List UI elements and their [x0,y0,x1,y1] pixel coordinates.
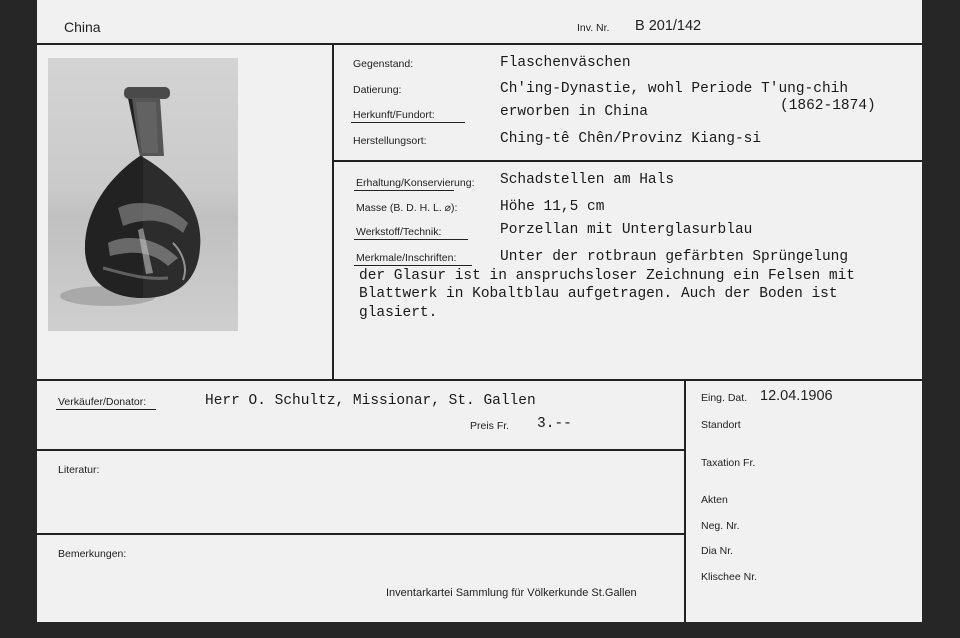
erhaltung-value: Schadstellen am Hals [500,172,675,188]
card-footer: Inventarkartei Sammlung für Völkerkunde St.Gallen [386,587,637,599]
literatur-label: Literatur: [58,464,100,476]
herkunft-label: Herkunft/Fundort: [353,109,435,121]
klischee-nr-label: Klischee Nr. [701,571,758,583]
inventory-card [37,0,922,622]
masse-label: Masse (B. D. H. L. ⌀): [356,202,458,214]
bemerkungen-label: Bemerkungen: [58,548,127,560]
eing-dat-value: 12.04.1906 [760,388,833,404]
eing-dat-label: Eing. Dat. [701,392,748,404]
werkstoff-underline [354,239,468,240]
akten-label: Akten [701,494,728,506]
vase-image [48,58,238,331]
datierung-value: Ch'ing-Dynastie, wohl Periode T'ung-chih [500,81,849,97]
preis-label: Preis Fr. [470,420,510,432]
werkstoff-value: Porzellan mit Unterglasurblau [500,222,753,238]
dia-nr-label: Dia Nr. [701,545,734,557]
literature-divider [37,449,684,451]
merkmale-label: Merkmale/Inschriften: [356,252,457,264]
taxation-label: Taxation Fr. [701,457,756,469]
gegenstand-label: Gegenstand: [353,58,414,70]
werkstoff-label: Werkstoff/Technik: [356,226,442,238]
preis-value: 3.-- [537,416,572,432]
verkaeufer-underline [56,409,156,410]
country-label: China [64,19,101,35]
datierung-period: (1862-1874) [780,98,876,114]
herkunft-value: erworben in China [500,104,648,120]
verkaeufer-value: Herr O. Schultz, Missionar, St. Gallen [205,393,536,409]
inv-number-label: Inv. Nr. [577,22,610,34]
gegenstand-value: Flaschenväschen [500,55,631,71]
vase-photograph [48,58,238,331]
merkmale-text: Unter der rotbraun gefärbten Sprüngelung der Glasur ist in anspruchsloser Zeichnung ein Felsen mit Blattwerk in Kobaltblau aufgetragen. Auch der Boden ist glasiert. [359,249,855,321]
neg-nr-label: Neg. Nr. [701,520,740,532]
lower-section-divider [37,379,922,381]
standort-label: Standort [701,419,741,431]
remarks-divider [37,533,684,535]
photo-column-divider [332,43,334,381]
verkaeufer-label: Verkäufer/Donator: [58,396,147,408]
herstellungsort-label: Herstellungsort: [353,135,427,147]
datierung-label: Datierung: [353,84,402,96]
herstellungsort-value: Ching-tê Chên/Provinz Kiang-si [500,131,762,147]
masse-value: Höhe 11,5 cm [500,199,605,215]
herkunft-underline [351,122,465,123]
erhaltung-label: Erhaltung/Konservierung: [356,177,475,189]
header-divider [37,43,922,45]
right-column-divider [684,379,686,622]
inv-number-value: B 201/142 [635,18,702,34]
erhaltung-underline [354,190,454,191]
description-divider [332,160,922,162]
